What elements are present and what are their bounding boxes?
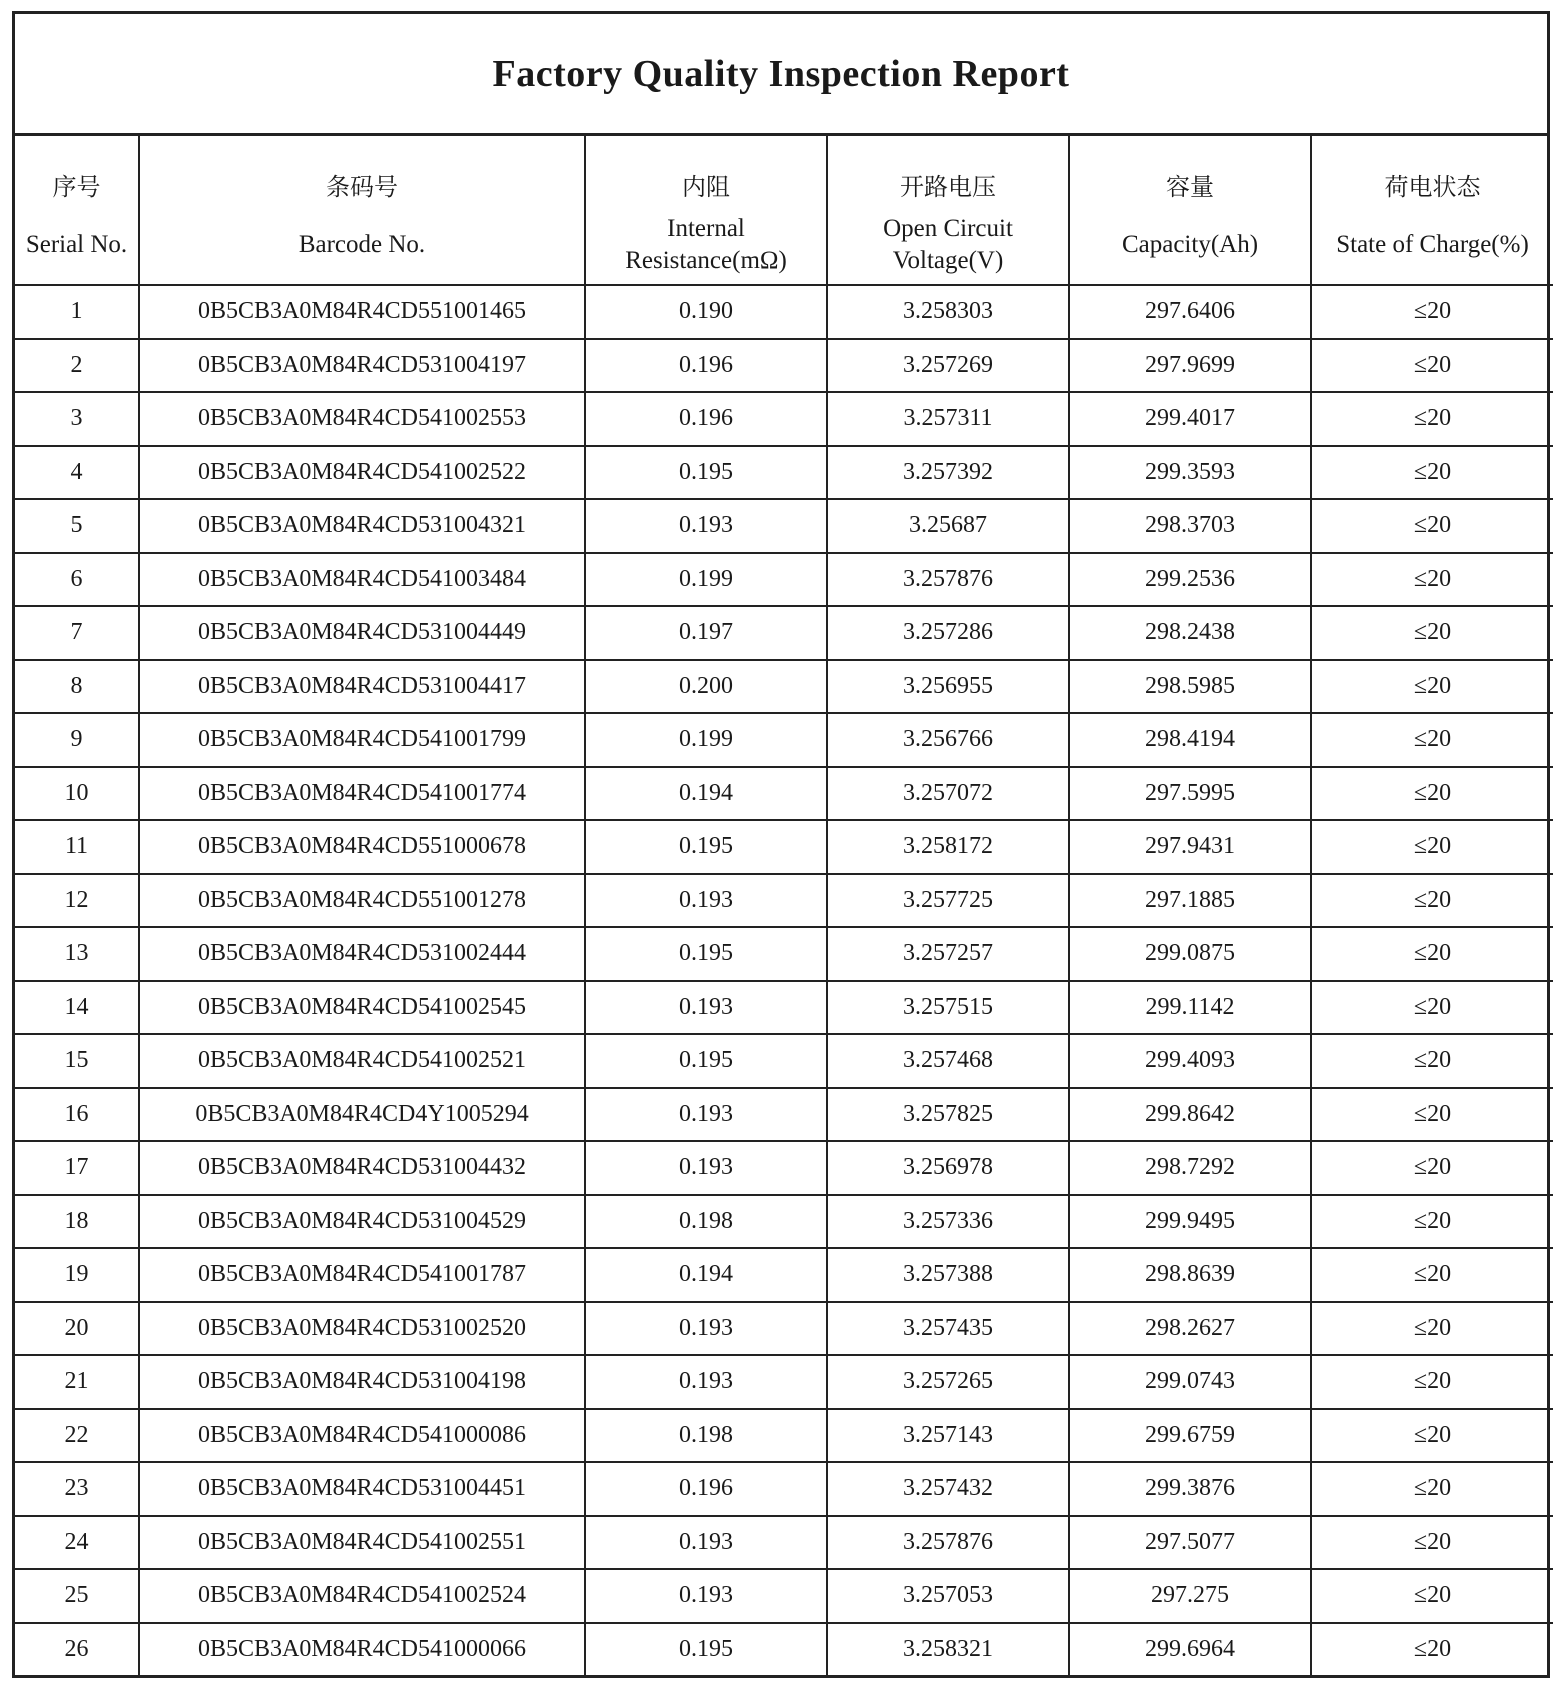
cell-capacity: 297.9699 — [1069, 339, 1311, 393]
cell-soc: ≤20 — [1311, 820, 1553, 874]
cell-capacity: 299.6759 — [1069, 1409, 1311, 1463]
cell-voltage: 3.257336 — [827, 1195, 1069, 1249]
cell-serial: 2 — [15, 339, 139, 393]
cell-voltage: 3.257432 — [827, 1462, 1069, 1516]
cell-resistance: 0.195 — [585, 820, 827, 874]
column-header-barcode — [139, 136, 585, 285]
table-row — [15, 981, 1553, 1035]
table-row — [15, 1088, 1553, 1142]
cell-barcode: 0B5CB3A0M84R4CD541001799 — [139, 713, 585, 767]
cell-barcode: 0B5CB3A0M84R4CD551001465 — [139, 285, 585, 339]
cell-barcode: 0B5CB3A0M84R4CD531004321 — [139, 499, 585, 553]
cell-capacity: 298.3703 — [1069, 499, 1311, 553]
cell-barcode: 0B5CB3A0M84R4CD551000678 — [139, 820, 585, 874]
cell-serial: 1 — [15, 285, 139, 339]
cell-resistance: 0.193 — [585, 874, 827, 928]
cell-serial: 24 — [15, 1516, 139, 1570]
column-header-en: Capacity(Ah) — [1121, 231, 1259, 258]
cell-serial: 6 — [15, 553, 139, 607]
table-row — [15, 1034, 1553, 1088]
cell-capacity: 298.8639 — [1069, 1248, 1311, 1302]
cell-barcode: 0B5CB3A0M84R4CD531004529 — [139, 1195, 585, 1249]
cell-resistance: 0.196 — [585, 392, 827, 446]
cell-voltage: 3.257265 — [827, 1355, 1069, 1409]
table-row — [15, 339, 1553, 393]
cell-resistance: 0.197 — [585, 606, 827, 660]
cell-voltage: 3.257392 — [827, 446, 1069, 500]
table-row — [15, 1302, 1553, 1356]
cell-soc: ≤20 — [1311, 1569, 1553, 1623]
cell-resistance: 0.196 — [585, 1462, 827, 1516]
table-row — [15, 1248, 1553, 1302]
cell-capacity: 299.6964 — [1069, 1623, 1311, 1676]
cell-resistance: 0.195 — [585, 1034, 827, 1088]
cell-resistance: 0.199 — [585, 713, 827, 767]
cell-barcode: 0B5CB3A0M84R4CD4Y1005294 — [139, 1088, 585, 1142]
cell-serial: 15 — [15, 1034, 139, 1088]
cell-soc: ≤20 — [1311, 606, 1553, 660]
cell-resistance: 0.193 — [585, 981, 827, 1035]
cell-capacity: 298.5985 — [1069, 660, 1311, 714]
cell-capacity: 299.0875 — [1069, 927, 1311, 981]
cell-soc: ≤20 — [1311, 874, 1553, 928]
cell-barcode: 0B5CB3A0M84R4CD541002545 — [139, 981, 585, 1035]
cell-soc: ≤20 — [1311, 713, 1553, 767]
cell-serial: 3 — [15, 392, 139, 446]
cell-serial: 4 — [15, 446, 139, 500]
cell-resistance: 0.195 — [585, 446, 827, 500]
table-row — [15, 553, 1553, 607]
table-row — [15, 713, 1553, 767]
cell-voltage: 3.257876 — [827, 1516, 1069, 1570]
cell-soc: ≤20 — [1311, 1409, 1553, 1463]
inspection-report — [12, 11, 1550, 1678]
cell-resistance: 0.194 — [585, 1248, 827, 1302]
cell-barcode: 0B5CB3A0M84R4CD531002520 — [139, 1302, 585, 1356]
column-header-cn: 条码号 — [326, 173, 398, 201]
cell-capacity: 298.2627 — [1069, 1302, 1311, 1356]
table-row — [15, 1623, 1553, 1676]
cell-resistance: 0.193 — [585, 499, 827, 553]
cell-resistance: 0.198 — [585, 1409, 827, 1463]
column-header-en: Internal Resistance(mΩ) — [625, 215, 787, 274]
cell-capacity: 298.7292 — [1069, 1141, 1311, 1195]
cell-voltage: 3.258303 — [827, 285, 1069, 339]
cell-resistance: 0.199 — [585, 553, 827, 607]
cell-serial: 9 — [15, 713, 139, 767]
cell-voltage: 3.257515 — [827, 981, 1069, 1035]
report-title: Factory Quality Inspection Report — [492, 52, 1070, 95]
cell-resistance: 0.193 — [585, 1141, 827, 1195]
cell-voltage: 3.257876 — [827, 553, 1069, 607]
cell-voltage: 3.256978 — [827, 1141, 1069, 1195]
cell-soc: ≤20 — [1311, 339, 1553, 393]
cell-voltage: 3.257053 — [827, 1569, 1069, 1623]
cell-resistance: 0.194 — [585, 767, 827, 821]
cell-voltage: 3.257143 — [827, 1409, 1069, 1463]
cell-serial: 19 — [15, 1248, 139, 1302]
table-row — [15, 392, 1553, 446]
table-row — [15, 446, 1553, 500]
column-header-cn: 内阻 — [682, 173, 730, 201]
table-body — [15, 285, 1553, 1675]
column-header-cn: 开路电压 — [900, 173, 996, 201]
table-row — [15, 660, 1553, 714]
cell-resistance: 0.193 — [585, 1355, 827, 1409]
cell-resistance: 0.196 — [585, 339, 827, 393]
column-header-cn: 序号 — [52, 173, 101, 201]
cell-capacity: 299.3593 — [1069, 446, 1311, 500]
cell-voltage: 3.256766 — [827, 713, 1069, 767]
cell-serial: 12 — [15, 874, 139, 928]
cell-serial: 10 — [15, 767, 139, 821]
column-header-resistance — [585, 136, 827, 285]
column-header-en: State of Charge(%) — [1336, 231, 1529, 258]
table-row — [15, 1141, 1553, 1195]
cell-soc: ≤20 — [1311, 1462, 1553, 1516]
cell-resistance: 0.200 — [585, 660, 827, 714]
cell-serial: 26 — [15, 1623, 139, 1676]
cell-barcode: 0B5CB3A0M84R4CD531004197 — [139, 339, 585, 393]
cell-capacity: 299.4017 — [1069, 392, 1311, 446]
table-row — [15, 606, 1553, 660]
column-header-soc — [1311, 136, 1553, 285]
cell-barcode: 0B5CB3A0M84R4CD541002553 — [139, 392, 585, 446]
cell-barcode: 0B5CB3A0M84R4CD531004451 — [139, 1462, 585, 1516]
cell-capacity: 297.1885 — [1069, 874, 1311, 928]
cell-voltage: 3.257468 — [827, 1034, 1069, 1088]
cell-voltage: 3.257072 — [827, 767, 1069, 821]
column-header-cn: 容量 — [1166, 173, 1214, 201]
cell-soc: ≤20 — [1311, 1034, 1553, 1088]
cell-barcode: 0B5CB3A0M84R4CD531004417 — [139, 660, 585, 714]
table-row — [15, 1195, 1553, 1249]
cell-soc: ≤20 — [1311, 553, 1553, 607]
cell-voltage: 3.257825 — [827, 1088, 1069, 1142]
cell-voltage: 3.257725 — [827, 874, 1069, 928]
cell-capacity: 299.3876 — [1069, 1462, 1311, 1516]
cell-soc: ≤20 — [1413, 1635, 1452, 1662]
table-row — [15, 1409, 1553, 1463]
column-header-capacity — [1069, 136, 1311, 285]
table-row — [15, 499, 1553, 553]
cell-voltage: 3.258321 — [827, 1623, 1069, 1676]
cell-resistance: 0.193 — [585, 1569, 827, 1623]
cell-voltage: 3.25687 — [827, 499, 1069, 553]
cell-soc: ≤20 — [1311, 446, 1553, 500]
cell-soc: ≤20 — [1311, 927, 1553, 981]
cell-serial: 13 — [15, 927, 139, 981]
cell-voltage: 3.257269 — [827, 339, 1069, 393]
column-header-cn: 荷电状态 — [1384, 173, 1481, 201]
cell-soc: ≤20 — [1311, 1195, 1553, 1249]
cell-barcode: 0B5CB3A0M84R4CD531002444 — [139, 927, 585, 981]
table-row — [15, 1569, 1553, 1623]
cell-capacity: 298.2438 — [1069, 606, 1311, 660]
cell-capacity: 299.4093 — [1069, 1034, 1311, 1088]
cell-resistance: 0.198 — [585, 1195, 827, 1249]
cell-serial: 21 — [15, 1355, 139, 1409]
cell-capacity: 297.9431 — [1069, 820, 1311, 874]
cell-capacity: 298.4194 — [1069, 713, 1311, 767]
cell-voltage: 3.258172 — [827, 820, 1069, 874]
inspection-table — [15, 136, 1553, 1675]
cell-serial: 14 — [15, 981, 139, 1035]
header-row — [15, 136, 1553, 285]
column-header-serial — [15, 136, 139, 285]
cell-serial: 8 — [15, 660, 139, 714]
cell-soc: ≤20 — [1311, 660, 1553, 714]
cell-voltage: 3.256955 — [827, 660, 1069, 714]
column-header-voltage — [827, 136, 1069, 285]
cell-barcode: 0B5CB3A0M84R4CD541002551 — [139, 1516, 585, 1570]
cell-soc: ≤20 — [1311, 285, 1553, 339]
cell-capacity: 297.275 — [1069, 1569, 1311, 1623]
cell-barcode: 0B5CB3A0M84R4CD541003484 — [139, 553, 585, 607]
cell-resistance: 0.195 — [585, 1623, 827, 1676]
cell-soc: ≤20 — [1311, 1141, 1553, 1195]
cell-soc: ≤20 — [1311, 1355, 1553, 1409]
cell-soc: ≤20 — [1311, 981, 1553, 1035]
cell-capacity: 299.0743 — [1069, 1355, 1311, 1409]
title-bar — [15, 14, 1547, 136]
cell-soc: ≤20 — [1311, 1088, 1553, 1142]
cell-barcode: 0B5CB3A0M84R4CD541002522 — [139, 446, 585, 500]
cell-serial: 20 — [15, 1302, 139, 1356]
cell-barcode: 0B5CB3A0M84R4CD541001787 — [139, 1248, 585, 1302]
table-row — [15, 1462, 1553, 1516]
cell-resistance: 0.193 — [585, 1088, 827, 1142]
cell-capacity: 297.6406 — [1069, 285, 1311, 339]
cell-barcode: 0B5CB3A0M84R4CD551001278 — [139, 874, 585, 928]
cell-serial: 17 — [15, 1141, 139, 1195]
cell-soc: ≤20 — [1311, 1516, 1553, 1570]
cell-soc: ≤20 — [1311, 499, 1553, 553]
cell-capacity: 299.2536 — [1069, 553, 1311, 607]
cell-resistance: 0.190 — [585, 285, 827, 339]
cell-barcode: 0B5CB3A0M84R4CD531004198 — [139, 1355, 585, 1409]
cell-barcode: 0B5CB3A0M84R4CD541001774 — [139, 767, 585, 821]
cell-capacity: 297.5077 — [1069, 1516, 1311, 1570]
cell-capacity: 299.9495 — [1069, 1195, 1311, 1249]
cell-barcode: 0B5CB3A0M84R4CD541002524 — [139, 1569, 585, 1623]
cell-barcode: 0B5CB3A0M84R4CD531004449 — [139, 606, 585, 660]
cell-serial: 16 — [15, 1088, 139, 1142]
cell-serial: 11 — [15, 820, 139, 874]
cell-soc: ≤20 — [1311, 767, 1553, 821]
cell-resistance: 0.195 — [585, 927, 827, 981]
column-header-en: Barcode No. — [298, 231, 426, 258]
table-row — [15, 820, 1553, 874]
column-header-en: Open Circuit Voltage(V) — [883, 215, 1013, 274]
cell-resistance: 0.193 — [585, 1302, 827, 1356]
table-row — [15, 927, 1553, 981]
cell-capacity: 299.8642 — [1069, 1088, 1311, 1142]
table-row — [15, 767, 1553, 821]
cell-soc: ≤20 — [1311, 1248, 1553, 1302]
cell-voltage: 3.257257 — [827, 927, 1069, 981]
cell-soc: ≤20 — [1311, 1302, 1553, 1356]
cell-serial: 25 — [15, 1569, 139, 1623]
cell-capacity: 299.1142 — [1069, 981, 1311, 1035]
cell-serial: 23 — [15, 1462, 139, 1516]
table-row — [15, 1516, 1553, 1570]
cell-soc: ≤20 — [1311, 392, 1553, 446]
cell-resistance: 0.193 — [585, 1516, 827, 1570]
cell-barcode: 0B5CB3A0M84R4CD531004432 — [139, 1141, 585, 1195]
cell-barcode: 0B5CB3A0M84R4CD541002521 — [139, 1034, 585, 1088]
cell-barcode: 0B5CB3A0M84R4CD541000086 — [139, 1409, 585, 1463]
cell-serial: 7 — [15, 606, 139, 660]
cell-voltage: 3.257311 — [827, 392, 1069, 446]
cell-voltage: 3.257435 — [827, 1302, 1069, 1356]
cell-serial: 5 — [15, 499, 139, 553]
cell-serial: 22 — [15, 1409, 139, 1463]
cell-voltage: 3.257388 — [827, 1248, 1069, 1302]
table-row — [15, 874, 1553, 928]
cell-barcode: 0B5CB3A0M84R4CD541000066 — [139, 1623, 585, 1676]
cell-capacity: 297.5995 — [1069, 767, 1311, 821]
table-row — [15, 285, 1553, 339]
table-row — [15, 1355, 1553, 1409]
column-header-en: Serial No. — [25, 231, 128, 258]
cell-voltage: 3.257286 — [827, 606, 1069, 660]
cell-serial: 18 — [15, 1195, 139, 1249]
